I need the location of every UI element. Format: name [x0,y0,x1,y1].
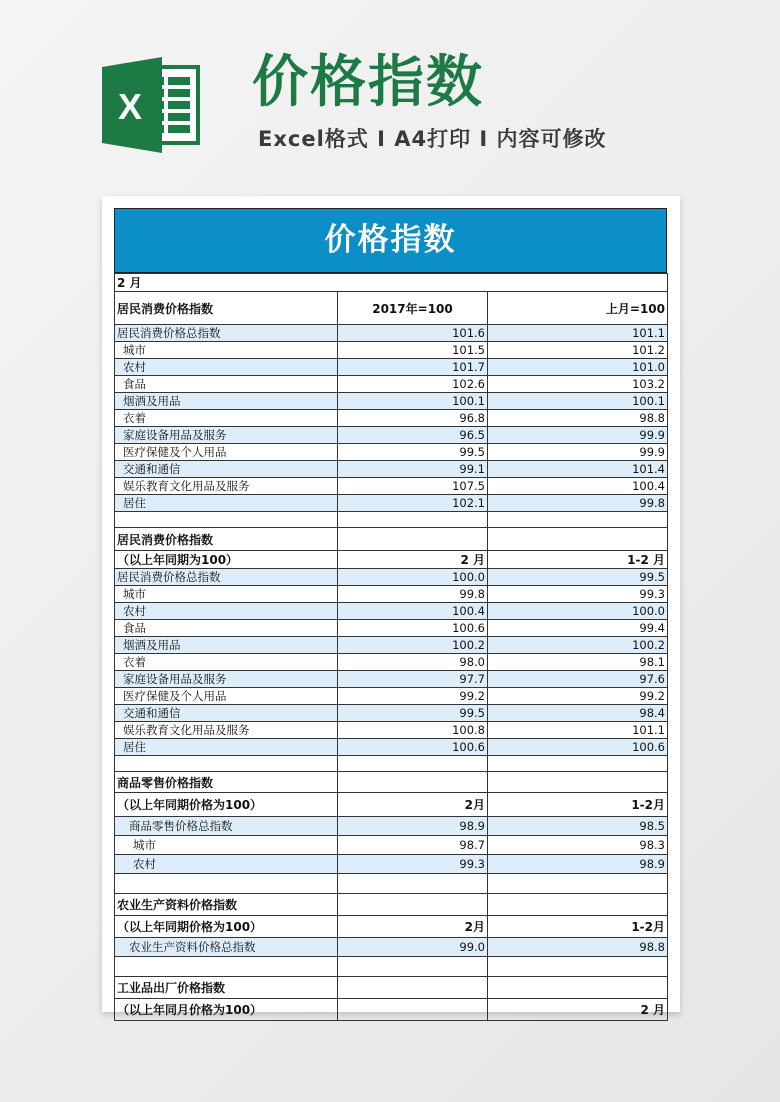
empty-cell [115,512,338,528]
row-label: 交通和通信 [115,461,338,478]
row-value: 102.1 [338,495,488,512]
row-label: 城市 [115,342,338,359]
empty-cell [488,512,668,528]
section1-col2-header: 2017年=100 [338,292,488,325]
row-value: 101.1 [488,325,668,342]
row-value: 103.2 [488,376,668,393]
section5-col3-header: 2 月 [488,999,668,1021]
row-label: 医疗保健及个人用品 [115,444,338,461]
section1-title: 居民消费价格指数 [115,292,338,325]
empty-cell [338,977,488,999]
empty-cell [488,894,668,916]
sheet-banner-title: 价格指数 [114,208,667,273]
empty-cell [338,772,488,793]
row-value: 100.0 [338,569,488,586]
row-value: 98.1 [488,654,668,671]
row-value: 99.8 [488,495,668,512]
row-label: 家庭设备用品及服务 [115,671,338,688]
section3-title: 商品零售价格指数 [115,772,338,793]
section3-subtitle: （以上年同期价格为100） [115,793,338,817]
row-value: 101.1 [488,722,668,739]
row-value: 101.5 [338,342,488,359]
row-value: 96.8 [338,410,488,427]
row-label: 娱乐教育文化用品及服务 [115,722,338,739]
row-value: 100.4 [488,478,668,495]
row-value: 100.6 [338,739,488,756]
row-value: 100.8 [338,722,488,739]
empty-cell [488,977,668,999]
row-value: 100.6 [338,620,488,637]
row-value: 107.5 [338,478,488,495]
row-label: 食品 [115,376,338,393]
row-value: 97.6 [488,671,668,688]
empty-cell [115,756,338,772]
row-label: 娱乐教育文化用品及服务 [115,478,338,495]
row-label: 居住 [115,739,338,756]
row-value: 99.5 [338,705,488,722]
empty-cell [338,874,488,894]
row-label: 居民消费价格总指数 [115,569,338,586]
row-label: 交通和通信 [115,705,338,722]
row-label: 商品零售价格总指数 [115,817,338,836]
row-value: 101.0 [488,359,668,376]
empty-cell [488,756,668,772]
row-value: 99.1 [338,461,488,478]
row-label: 城市 [115,836,338,855]
row-value: 99.4 [488,620,668,637]
page-subtitle: Excel格式 I A4打印 I 内容可修改 [258,127,607,151]
row-label: 居民消费价格总指数 [115,325,338,342]
empty-cell [338,528,488,551]
row-value: 98.4 [488,705,668,722]
row-value: 96.5 [338,427,488,444]
row-value: 101.4 [488,461,668,478]
row-value: 101.7 [338,359,488,376]
section1-col3-header: 上月=100 [488,292,668,325]
empty-cell [338,894,488,916]
section2-subtitle: （以上年同期为100） [115,551,338,569]
row-value: 99.5 [338,444,488,461]
row-value: 100.1 [338,393,488,410]
row-value: 100.6 [488,739,668,756]
row-value: 101.2 [488,342,668,359]
row-label: 医疗保健及个人用品 [115,688,338,705]
row-value: 98.7 [338,836,488,855]
row-value: 98.0 [338,654,488,671]
month-label: 2 月 [115,274,668,292]
row-label: 烟酒及用品 [115,393,338,410]
empty-cell [338,957,488,977]
section2-col2-header: 2 月 [338,551,488,569]
row-label: 居住 [115,495,338,512]
row-value: 99.2 [488,688,668,705]
row-value: 97.7 [338,671,488,688]
row-label: 农业生产资料价格总指数 [115,938,338,957]
row-label: 城市 [115,586,338,603]
section5-col2-header [338,999,488,1021]
section5-title: 工业品出厂价格指数 [115,977,338,999]
row-value: 101.6 [338,325,488,342]
row-value: 100.2 [338,637,488,654]
row-value: 98.3 [488,836,668,855]
row-value: 98.5 [488,817,668,836]
row-value: 98.8 [488,410,668,427]
empty-cell [338,756,488,772]
empty-cell [338,512,488,528]
section3-col3-header: 1-2月 [488,793,668,817]
row-label: 烟酒及用品 [115,637,338,654]
svg-text:X: X [117,86,143,127]
section4-subtitle: （以上年同期价格为100） [115,916,338,938]
section4-title: 农业生产资料价格指数 [115,894,338,916]
row-label: 衣着 [115,410,338,427]
excel-logo-icon [100,57,200,153]
section4-col3-header: 1-2月 [488,916,668,938]
spreadsheet [114,208,667,1021]
empty-cell [488,957,668,977]
section4-col2-header: 2月 [338,916,488,938]
row-value: 99.9 [488,427,668,444]
row-value: 99.0 [338,938,488,957]
empty-cell [488,874,668,894]
row-value: 98.9 [488,855,668,874]
row-value: 100.2 [488,637,668,654]
row-value: 98.8 [488,938,668,957]
row-value: 100.4 [338,603,488,620]
row-value: 102.6 [338,376,488,393]
row-label: 农村 [115,359,338,376]
row-value: 99.3 [338,855,488,874]
row-label: 食品 [115,620,338,637]
section3-col2-header: 2月 [338,793,488,817]
empty-cell [115,957,338,977]
empty-cell [488,772,668,793]
row-value: 99.8 [338,586,488,603]
section2-title: 居民消费价格指数 [115,528,338,551]
page-title: 价格指数 [252,50,484,115]
row-value: 100.1 [488,393,668,410]
row-value: 98.9 [338,817,488,836]
empty-cell [488,528,668,551]
row-value: 99.2 [338,688,488,705]
row-label: 家庭设备用品及服务 [115,427,338,444]
row-label: 衣着 [115,654,338,671]
empty-cell [115,874,338,894]
row-value: 99.9 [488,444,668,461]
row-value: 99.5 [488,569,668,586]
row-value: 100.0 [488,603,668,620]
row-value: 99.3 [488,586,668,603]
section5-subtitle: （以上年同月价格为100） [115,999,338,1021]
section2-col3-header: 1-2 月 [488,551,668,569]
price-index-table [114,273,668,1021]
row-label: 农村 [115,855,338,874]
row-label: 农村 [115,603,338,620]
